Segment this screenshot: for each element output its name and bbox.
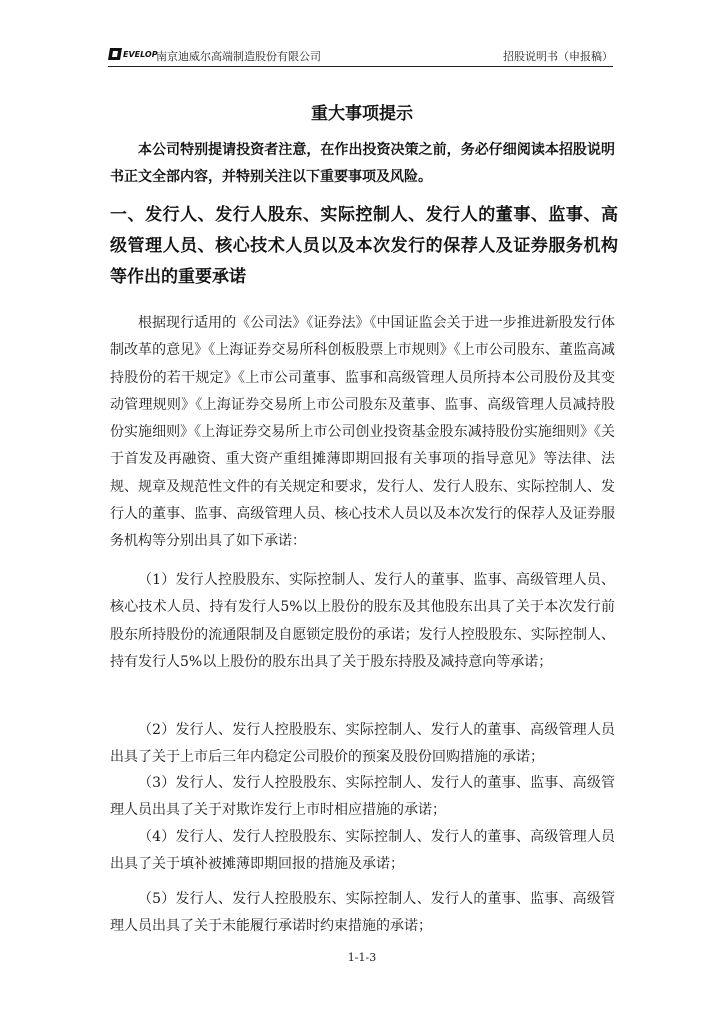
header-company-name: 南京迪威尔高端制造股份有限公司: [156, 50, 321, 63]
develop-logo-icon: [108, 48, 122, 60]
page-header: [108, 44, 613, 67]
intro-notice: 本公司特别提请投资者注意，在作出投资决策之前，务必仔细阅读本招股说明书正文全部内容，并特别关注以下重要事项及风险。: [110, 142, 615, 185]
header-document-name: 招股说明书（申报稿）: [503, 50, 613, 63]
commitment-item-4: （4）发行人、发行人控股股东、实际控制人、发行人的董事、高级管理人员出具了关于填补被摊薄即期回报的措施及承诺；: [110, 829, 615, 873]
commitment-item-3: （3）发行人、发行人控股股东、实际控制人、发行人的董事、监事、高级管理人员出具了关于对欺诈发行上市时相应措施的承诺；: [110, 775, 615, 819]
page-number: 1-1-3: [347, 951, 377, 964]
logo-text: EVELOP: [123, 49, 158, 59]
section-heading: 一、发行人、发行人股东、实际控制人、发行人的董事、监事、高级管理人员、核心技术人员以及本次发行的保荐人及证券服务机构等作出的重要承诺: [110, 205, 618, 287]
commitment-item-5: （5）发行人、发行人控股股东、实际控制人、发行人的董事、监事、高级管理人员出具了关于未能履行承诺时约束措施的承诺；: [110, 891, 615, 935]
commitment-item-1: （1）发行人控股股东、实际控制人、发行人的董事、监事、高级管理人员、核心技术人员、持有发行人5%以上股份的股东及其他股东出具了关于本次发行前股东所持股份的流通限制及自愿锁定股份的承诺；发行人控股股东、实际控制人、持有发行人5%以上股份的股东出具了关于股东持股及减持意向等承诺；: [110, 572, 615, 670]
commitment-item-2: （2）发行人、发行人控股股东、实际控制人、发行人的董事、高级管理人员出具了关于上市后三年内稳定公司股价的预案及股份回购措施的承诺；: [110, 722, 615, 766]
company-logo: [108, 47, 158, 61]
body-paragraph: 根据现行适用的《公司法》《证券法》《中国证监会关于进一步推进新股发行体制改革的意见》《上海证券交易所科创板股票上市规则》《上市公司股东、董监高减持股份的若干规定》《上市公司董事、监事和高级管理人员所持本公司股份及其变动管理规则》《上海证券交易所上市公司股东及董事、监事、高级管理人员减持股份实施细则》《上海证券交易所上市公司创业投资基金股东减持股份实施细则》《关于首发及再融资、重大资产重组摊薄即期回报有关事项的指导意见》等法律、法规、规章及规范性文件的有关规定和要求，发行人、发行人股东、实际控制人、发行人的董事、监事、高级管理人员、核心技术人员以及本次发行的保荐人及证券服务机构等分别出具了如下承诺：: [110, 315, 615, 550]
page-title: 重大事项提示: [311, 104, 413, 124]
